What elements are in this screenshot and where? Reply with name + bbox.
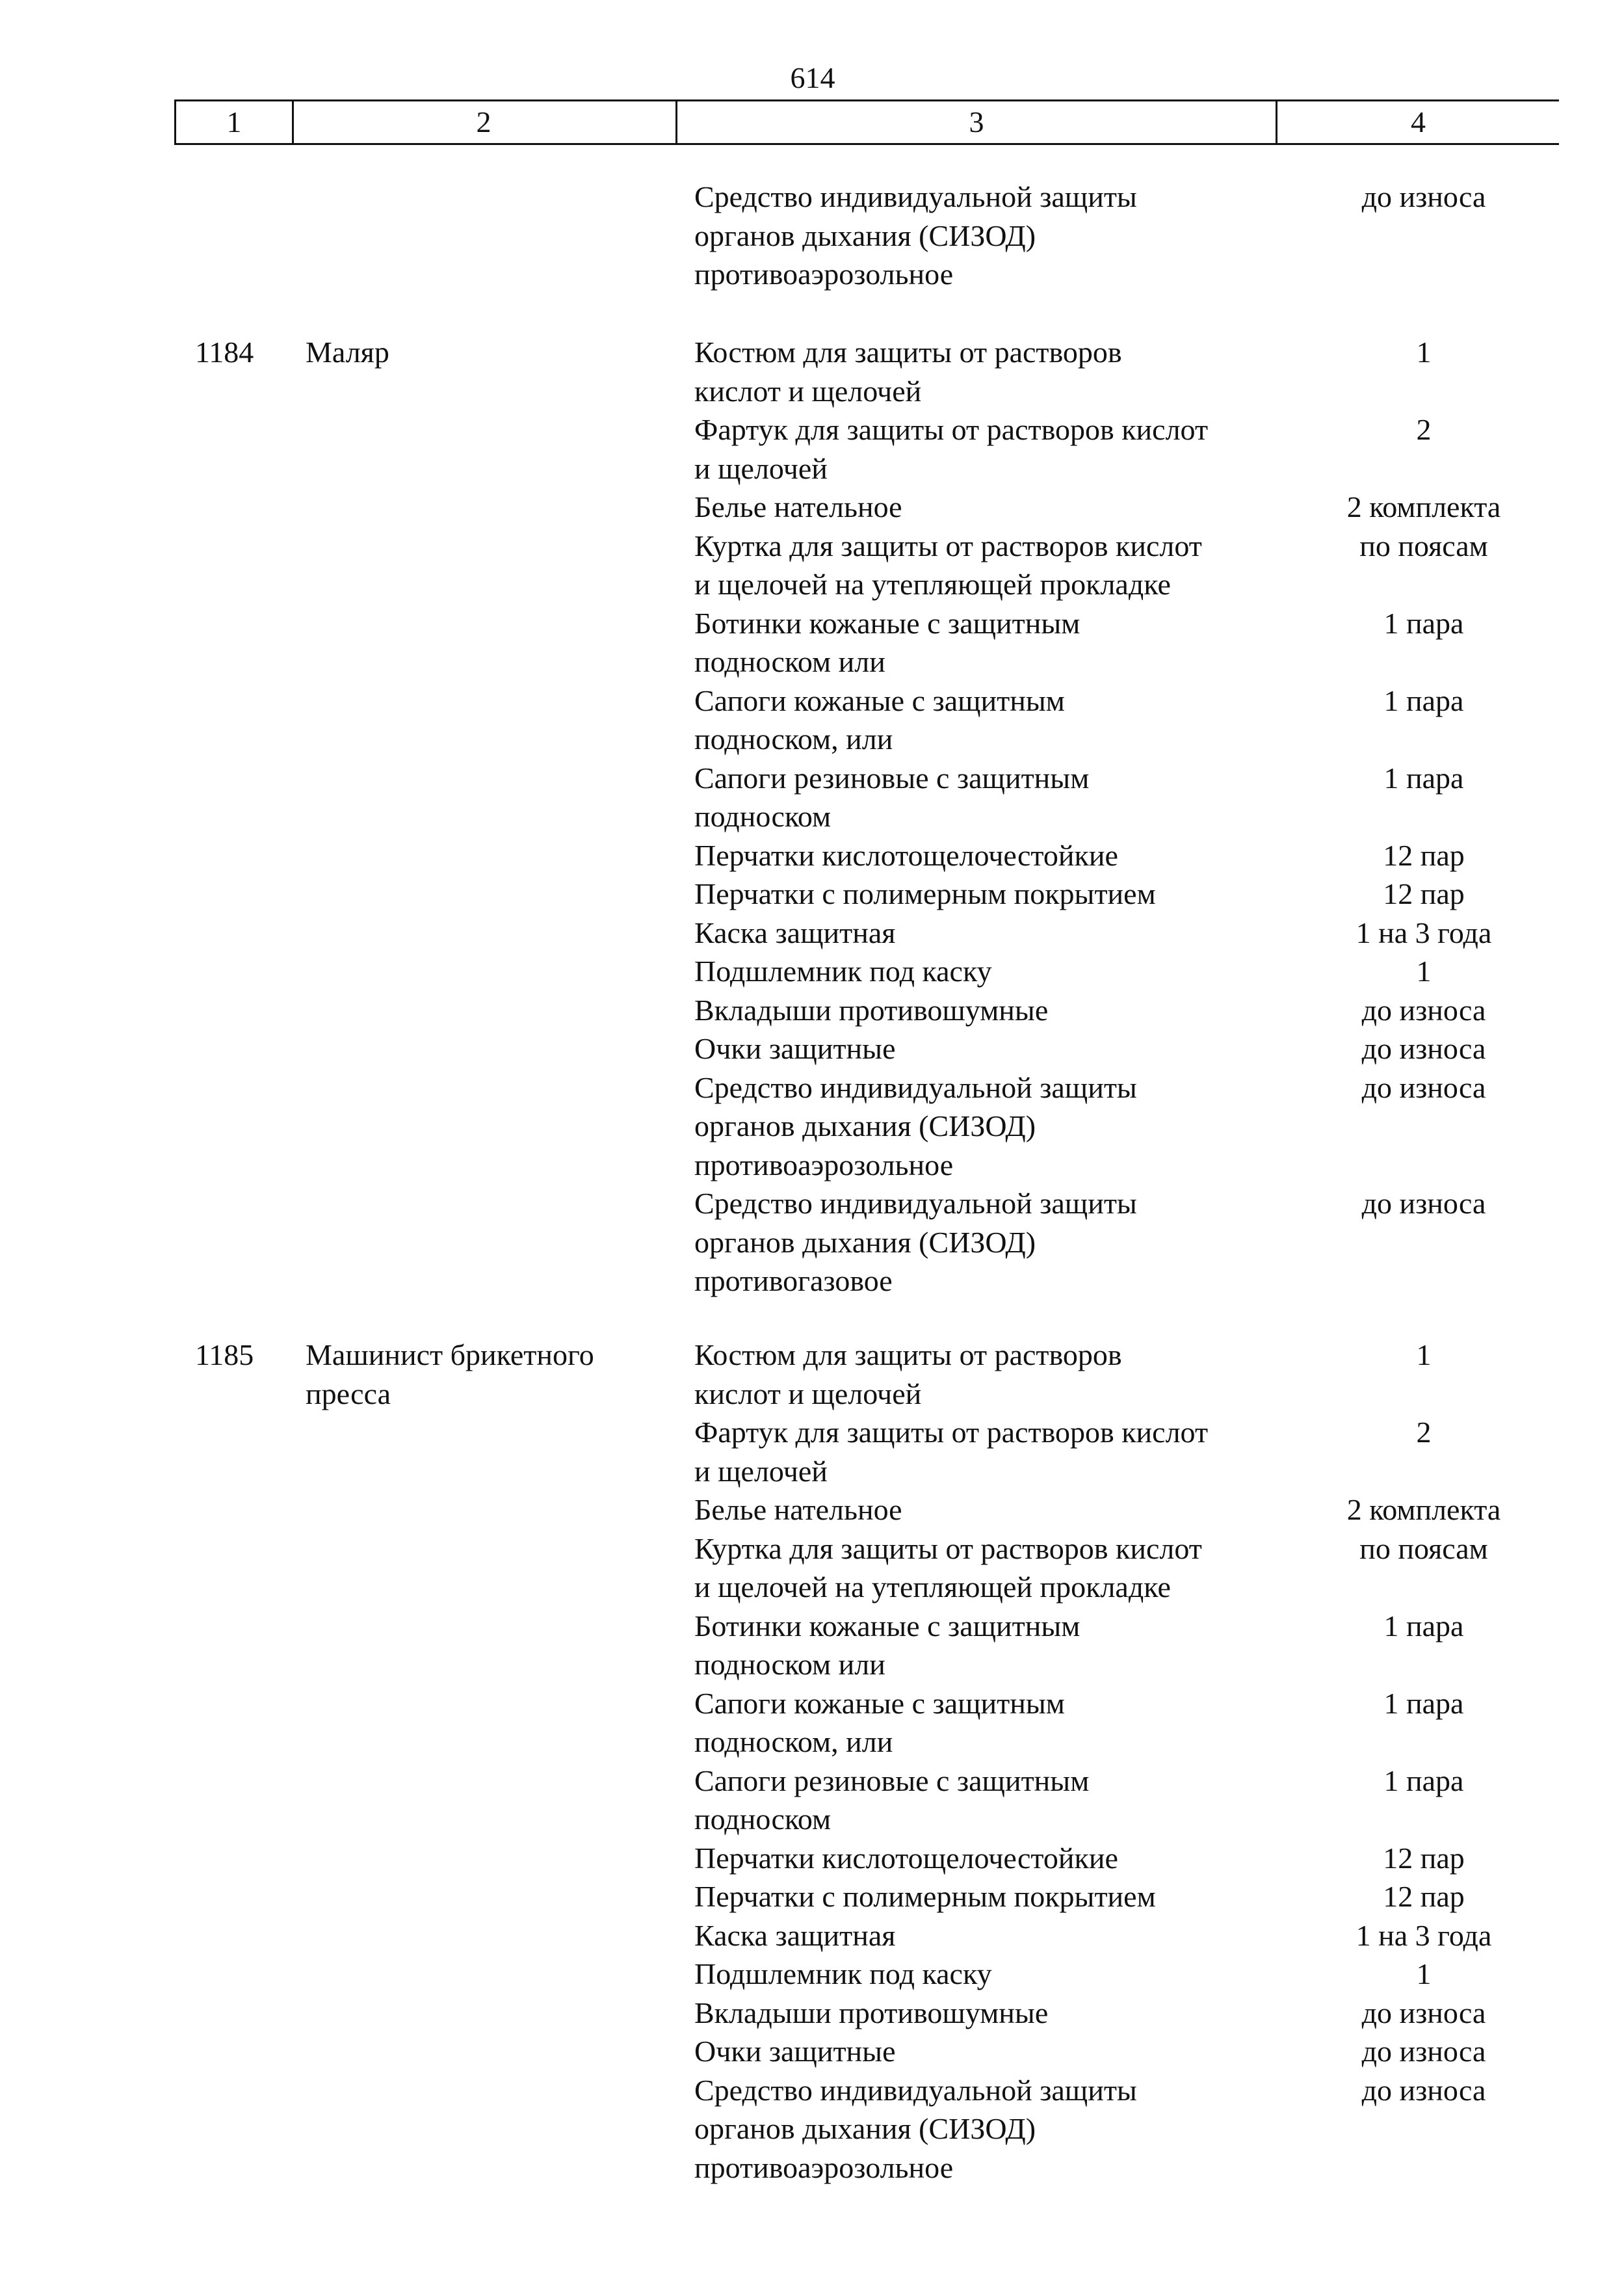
table-row [0,1839,1624,1878]
header-col-2: 2 [292,101,677,143]
entry-number: 1185 [195,1338,254,1371]
item-name: Сапоги кожаные с защитным подноском, или [694,1686,1065,1758]
table-header [174,99,1559,145]
item-quantity: 12 пар [1383,838,1465,872]
item-quantity: до износа [1361,1032,1486,1065]
header-col-4: 4 [1411,105,1426,139]
occupation-name: Маляр [306,336,389,369]
table-row [0,410,1624,488]
item-name: Средство индивидуальной защиты органов дыхания (СИЗОД) противоаэрозольное [694,180,1137,291]
item-name: Куртка для защиты от растворов кислот и щелочей на утепляющей прокладке [694,1531,1202,1603]
item-quantity: 2 [1416,1416,1432,1449]
item-name: Очки защитные [694,2035,896,2068]
page-number: 614 [790,61,835,94]
item-quantity: 2 комплекта [1346,1493,1501,1526]
item-quantity: 1 [1416,336,1432,369]
item-quantity: до износа [1361,180,1486,213]
item-quantity: 2 [1416,413,1432,446]
table-row [0,333,1624,410]
table-row [0,488,1624,527]
item-quantity: до износа [1361,1996,1486,2029]
item-name: Костюм для защиты от растворов кислот и щелочей [694,336,1122,408]
item-name: Перчатки кислотощелочестойкие [694,1841,1118,1875]
table-row [0,759,1624,836]
item-quantity: 1 [1416,955,1432,988]
item-quantity: 1 на 3 года [1356,916,1492,949]
table-row [0,1184,1624,1300]
item-name: Перчатки кислотощелочестойкие [694,838,1118,872]
item-quantity: до износа [1361,1187,1486,1220]
item-name: Перчатки с полимерным покрытием [694,1880,1156,1913]
table-row [0,178,1624,294]
item-name: Сапоги резиновые с защитным подноском [694,1763,1090,1836]
table-row [0,1413,1624,1490]
item-name: Перчатки с полимерным покрытием [694,877,1156,910]
item-quantity: 1 пара [1383,761,1464,795]
item-quantity: до износа [1361,1070,1486,1104]
item-name: Каска защитная [694,916,896,949]
item-name: Ботинки кожаные с защитным подноском или [694,606,1080,678]
item-quantity: 12 пар [1383,877,1465,910]
item-name: Белье нательное [694,1493,902,1526]
item-name: Сапоги резиновые с защитным подноском [694,761,1090,833]
item-name: Средство индивидуальной защиты органов дыхания (СИЗОД) противоаэрозольное [694,1070,1137,1181]
table-row [0,1762,1624,1839]
item-name: Куртка для защиты от растворов кислот и щелочей на утепляющей прокладке [694,529,1202,601]
table-row [0,1955,1624,1994]
table-row [0,991,1624,1030]
item-quantity: до износа [1361,2073,1486,2107]
ppe-list [0,1336,1624,2187]
item-quantity: по поясам [1359,529,1488,562]
item-name: Каска защитная [694,1918,896,1952]
item-quantity: 1 [1416,1338,1432,1371]
item-name: Средство индивидуальной защиты органов дыхания (СИЗОД) противоаэрозольное [694,2073,1137,2184]
item-quantity: 1 пара [1383,683,1464,717]
item-quantity: по поясам [1359,1531,1488,1565]
table-row [0,2071,1624,2187]
table-row [0,1877,1624,1916]
table-row [0,1336,1624,1413]
table-row [0,1684,1624,1762]
item-name: Подшлемник под каску [694,1957,992,1990]
table-row [0,1529,1624,1607]
item-quantity: 1 пара [1383,1609,1464,1643]
table-row [0,527,1624,604]
item-name: Фартук для защиты от растворов кислот и щелочей [694,1416,1209,1488]
table-row [0,2032,1624,2071]
item-quantity: 1 пара [1383,1686,1464,1720]
item-name: Белье нательное [694,490,902,523]
item-name: Фартук для защиты от растворов кислот и щелочей [694,413,1209,485]
continued-entry [0,178,1624,294]
item-name: Ботинки кожаные с защитным подноском или [694,1609,1080,1681]
item-quantity: до износа [1361,993,1486,1027]
item-quantity: 12 пар [1383,1880,1465,1913]
item-name: Вкладыши противошумные [694,993,1049,1027]
item-name: Сапоги кожаные с защитным подноском, или [694,683,1065,756]
item-quantity: до износа [1361,2035,1486,2068]
table-row [0,1994,1624,2033]
table-row [0,1916,1624,1955]
entry-number: 1184 [195,336,254,369]
item-name: Средство индивидуальной защиты органов дыхания (СИЗОД) противогазовое [694,1187,1137,1297]
occupation-name: Машинист брикетного пресса [306,1338,594,1410]
table-row [0,914,1624,953]
item-quantity: 1 [1416,1957,1432,1990]
table-row [0,1490,1624,1529]
header-col-1: 1 [174,101,294,143]
table-row [0,1068,1624,1185]
ppe-list [0,333,1624,1300]
item-quantity: 1 на 3 года [1356,1918,1492,1952]
table-row [0,836,1624,875]
item-name: Костюм для защиты от растворов кислот и щелочей [694,1338,1122,1410]
header-col-3: 3 [677,101,1277,143]
item-name: Вкладыши противошумные [694,1996,1049,2029]
item-name: Очки защитные [694,1032,896,1065]
table-row [0,1029,1624,1068]
table-row [0,604,1624,681]
item-quantity: 1 пара [1383,1763,1464,1797]
item-quantity: 12 пар [1383,1841,1465,1875]
item-quantity: 1 пара [1383,606,1464,640]
table-row [0,875,1624,914]
table-row [0,1607,1624,1684]
table-row [0,681,1624,759]
table-row [0,952,1624,991]
item-quantity: 2 комплекта [1346,490,1501,523]
item-name: Подшлемник под каску [694,955,992,988]
